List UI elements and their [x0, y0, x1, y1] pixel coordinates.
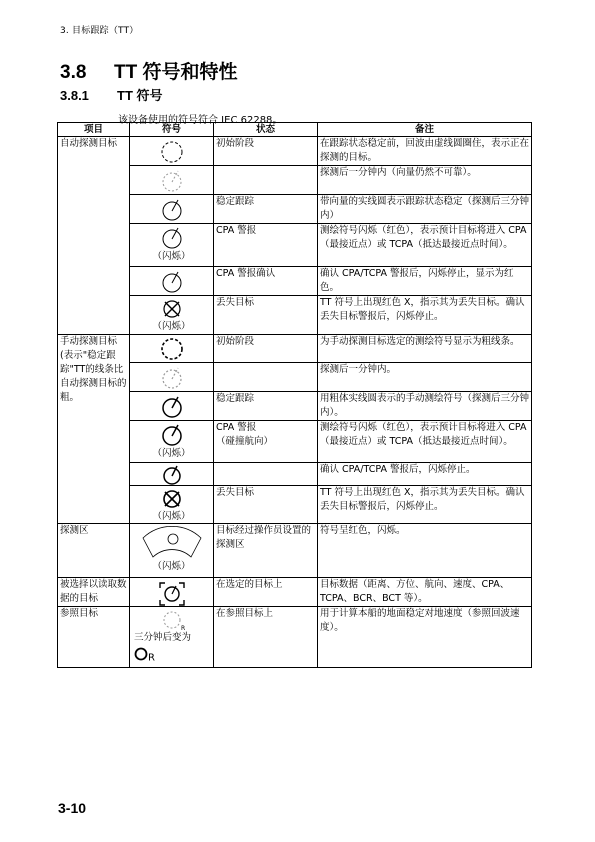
note-cell: 用粗体实线圆表示的手动测绘符号（探测后三分钟内）。 [318, 392, 532, 421]
table-row [58, 166, 532, 195]
note-cell: 探测后一分钟内。 [318, 363, 532, 392]
reference-letter: R [148, 652, 155, 664]
status-cell: 初始阶段 [214, 335, 318, 363]
bold-circle-vector-icon [157, 423, 187, 447]
header-status: 状态 [214, 123, 318, 137]
symbol-cell [130, 486, 214, 524]
group-selected-target: 被选择以读取数据的目标 [58, 578, 130, 607]
table-row [58, 267, 532, 296]
symbol-cell [130, 224, 214, 267]
dashed-circle-vector-icon [157, 365, 187, 391]
subsection-heading [60, 85, 163, 104]
status-subtext: （碰撞航向） [216, 436, 274, 447]
status-cell: 稳定跟踪 [214, 392, 318, 421]
status-text: CPA 警报 [216, 422, 257, 433]
reference-change-text: 三分钟后变为 [134, 632, 192, 643]
symbol-cell [130, 392, 214, 421]
note-cell: 探测后一分钟内（向量仍然不可靠）。 [318, 166, 532, 195]
lost-target-x-icon [157, 298, 187, 320]
status-cell: 目标经过操作员设置的探测区 [214, 524, 318, 578]
note-cell: 测绘符号闪烁（红色），表示预计目标将进入 CPA（最接近点）或 TCPA（抵达最接近点时间）。 [318, 224, 532, 267]
note-cell: 确认 CPA/TCPA 警报后，闪烁停止，显示为红色。 [318, 267, 532, 296]
status-cell: 在参照目标上 [214, 607, 318, 668]
note-cell: 符号呈红色，闪烁。 [318, 524, 532, 578]
symbol-cell [130, 607, 214, 668]
header-item: 项目 [58, 123, 130, 137]
solid-circle-vector-icon [157, 226, 187, 250]
subsection-number: 3.8.1 [60, 88, 89, 103]
table-row [58, 335, 532, 363]
table-header-row [58, 123, 532, 137]
bold-circle-vector-icon [157, 394, 187, 420]
solid-circle-vector-icon [157, 197, 187, 223]
bold-circle-vector-icon [157, 465, 187, 485]
symbol-cell [130, 166, 214, 195]
symbol-cell [130, 296, 214, 335]
table-row [58, 137, 532, 166]
status-cell: 在选定的目标上 [214, 578, 318, 607]
intro-text: 该设备使用的符号符合 IEC 62288。 [118, 115, 283, 126]
symbol-cell [130, 463, 214, 486]
table-row [58, 607, 532, 668]
note-cell: 确认 CPA/TCPA 警报后，闪烁停止。 [318, 463, 532, 486]
symbol-cell [130, 137, 214, 166]
status-cell [214, 166, 318, 195]
status-cell: 稳定跟踪 [214, 195, 318, 224]
section-title: TT 符号和特性 [114, 62, 238, 83]
symbol-cell [130, 335, 214, 363]
table-row [58, 296, 532, 335]
table-row [58, 578, 532, 607]
status-cell: CPA 警报 [214, 224, 318, 267]
page-number: 3-10 [58, 800, 87, 816]
note-cell: 带向量的实线圆表示跟踪状态稳定（探测后三分钟内） [318, 195, 532, 224]
dashed-circle-icon [157, 139, 187, 165]
group-manual-target: 手动探测目标(表示"稳定跟踪"TT的线条比自动探测目标的粗。 [58, 335, 130, 524]
svg-text:R: R [180, 625, 185, 631]
note-cell: TT 符号上出现红色 X，指示其为丢失目标。确认丢失目标警报后，闪烁停止。 [318, 486, 532, 524]
running-header: 3. 目标跟踪（TT） [60, 26, 139, 36]
status-cell: 丢失目标 [214, 296, 318, 335]
status-cell [214, 363, 318, 392]
symbol-cell [130, 578, 214, 607]
symbol-cell [130, 524, 214, 578]
flash-label: （闪烁） [152, 251, 191, 262]
tt-symbol-table [57, 122, 532, 668]
reference-symbol [132, 647, 211, 665]
table-row [58, 363, 532, 392]
note-cell: 用于计算本船的地面稳定对地速度（参照回波速度）。 [318, 607, 532, 668]
header-symbol: 符号 [130, 123, 214, 137]
table-row [58, 195, 532, 224]
table-row [58, 463, 532, 486]
status-cell [214, 463, 318, 486]
group-reference-target: 参照目标 [58, 607, 130, 668]
status-cell: 初始阶段 [214, 137, 318, 166]
note-cell: 测绘符号闪烁（红色），表示预计目标将进入 CPA（最接近点）或 TCPA（抵达最接近点时间）。 [318, 421, 532, 463]
reference-circle-icon [134, 647, 148, 661]
table-row [58, 486, 532, 524]
table-row [58, 524, 532, 578]
symbol-cell [130, 195, 214, 224]
dashed-circle-vector-icon [157, 168, 187, 194]
note-cell: 目标数据（距离、方位、航向、速度、CPA、TCPA、BCR、BCT 等）。 [318, 578, 532, 607]
solid-circle-vector-icon [157, 269, 187, 295]
flash-label: （闪烁） [152, 448, 191, 459]
acquisition-zone-icon [139, 526, 205, 560]
lost-target-x-icon [157, 488, 187, 510]
status-cell [214, 421, 318, 463]
flash-label: （闪烁） [152, 561, 191, 572]
reference-dashed-circle-icon [157, 609, 187, 631]
header-note: 备注 [318, 123, 532, 137]
symbol-cell [130, 267, 214, 296]
table-row [58, 392, 532, 421]
symbol-cell [130, 363, 214, 392]
subsection-title: TT 符号 [117, 88, 163, 103]
symbol-cell [130, 421, 214, 463]
table-row [58, 421, 532, 463]
section-number: 3.8 [60, 62, 87, 83]
selected-target-bracket-icon [156, 580, 188, 606]
status-cell: CPA 警报确认 [214, 267, 318, 296]
section-heading [60, 57, 238, 84]
dashed-circle-icon [157, 337, 187, 361]
note-cell: TT 符号上出现红色 X，指示其为丢失目标。确认丢失目标警报后，闪烁停止。 [318, 296, 532, 335]
group-auto-target: 自动探测目标 [58, 137, 130, 335]
group-zone: 探测区 [58, 524, 130, 578]
table-row [58, 224, 532, 267]
flash-label: （闪烁） [152, 321, 191, 332]
flash-label: （闪烁） [152, 511, 191, 522]
note-cell: 为手动探测目标选定的测绘符号显示为粗线条。 [318, 335, 532, 363]
note-cell: 在跟踪状态稳定前，回波由虚线圆圈住，表示正在探测的目标。 [318, 137, 532, 166]
status-cell: 丢失目标 [214, 486, 318, 524]
